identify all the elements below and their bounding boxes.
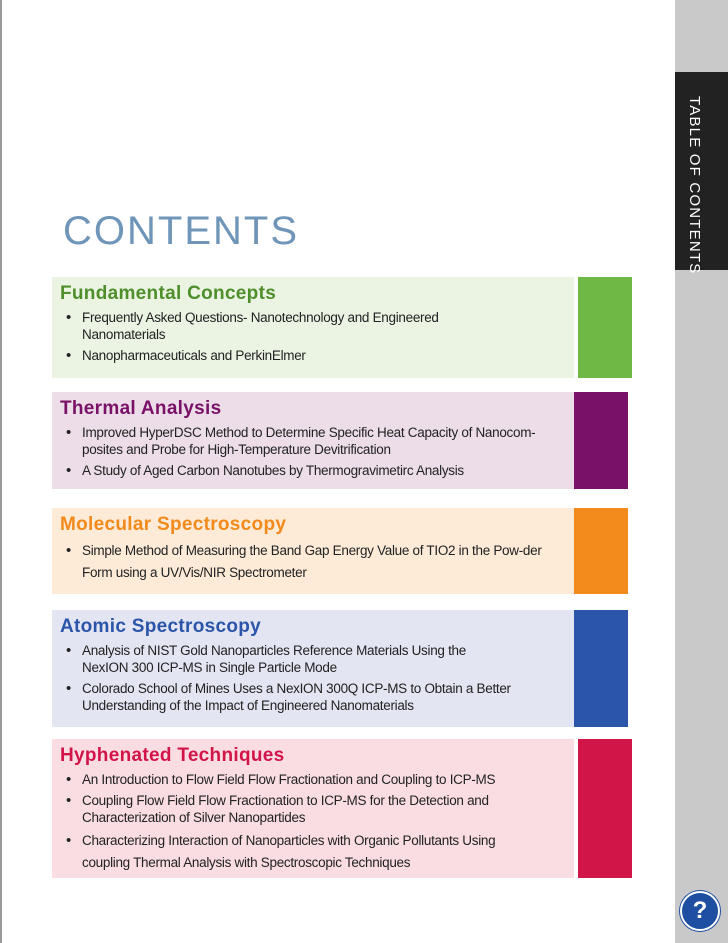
page-title: CONTENTS bbox=[63, 209, 299, 253]
list-item[interactable]: • Nanopharmaceuticals and PerkinElmer bbox=[60, 347, 566, 364]
section-title: Molecular Spectroscopy bbox=[60, 514, 287, 535]
list-item[interactable]: • Colorado School of Mines Uses a NexION 300Q ICP-MS to Obtain a Better Understanding of the Impact of Engineered Nanomaterials bbox=[60, 680, 522, 714]
section-title: Atomic Spectroscopy bbox=[60, 616, 262, 637]
section-color-swatch bbox=[574, 610, 628, 727]
section-fundamental-concepts bbox=[52, 277, 574, 378]
section-items bbox=[60, 424, 566, 479]
section-color-swatch bbox=[574, 508, 628, 594]
section-items bbox=[60, 540, 566, 584]
side-tab-label[interactable]: TABLE OF CONTENTS bbox=[686, 96, 703, 275]
section-title: Hyphenated Techniques bbox=[60, 745, 285, 766]
section-title: Thermal Analysis bbox=[60, 398, 222, 419]
help-button[interactable] bbox=[680, 891, 720, 931]
section-thermal-analysis bbox=[52, 392, 574, 489]
section-hyphenated-techniques bbox=[52, 739, 574, 878]
page-left-rule bbox=[0, 0, 2, 943]
section-title: Fundamental Concepts bbox=[60, 283, 277, 304]
list-item[interactable]: • Simple Method of Measuring the Band Gap Energy Value of TIO2 in the Pow-der Form using a UV/Vis/NIR Spectrometer bbox=[60, 540, 566, 584]
list-item[interactable]: • Improved HyperDSC Method to Determine Specific Heat Capacity of Nanocom-posites and Probe for High-Temperature Devitrification bbox=[60, 424, 566, 458]
section-items bbox=[60, 309, 566, 364]
section-color-swatch bbox=[578, 739, 632, 878]
list-item[interactable]: • Coupling Flow Field Flow Fractionation to ICP-MS for the Detection and Characterization of Silver Nanopartides bbox=[60, 792, 512, 826]
list-item[interactable]: • Analysis of NIST Gold Nanoparticles Reference Materials Using the NexION 300 ICP-MS in Single Particle Mode bbox=[60, 642, 482, 676]
section-items bbox=[60, 642, 566, 714]
section-color-swatch bbox=[574, 392, 628, 489]
help-icon: ? bbox=[692, 897, 708, 924]
list-item[interactable]: • A Study of Aged Carbon Nanotubes by Thermogravimetirc Analysis bbox=[60, 462, 566, 479]
section-molecular-spectroscopy bbox=[52, 508, 574, 594]
section-items bbox=[60, 771, 566, 874]
section-color-swatch bbox=[578, 277, 632, 378]
section-atomic-spectroscopy bbox=[52, 610, 574, 727]
list-item[interactable]: • An Introduction to Flow Field Flow Fractionation and Coupling to ICP-MS bbox=[60, 771, 566, 788]
list-item[interactable]: • Frequently Asked Questions- Nanotechnology and Engineered Nanomaterials bbox=[60, 309, 462, 343]
list-item[interactable]: • Characterizing Interaction of Nanoparticles with Organic Pollutants Using coupling Thermal Analysis with Spectroscopic Techniques bbox=[60, 830, 542, 874]
